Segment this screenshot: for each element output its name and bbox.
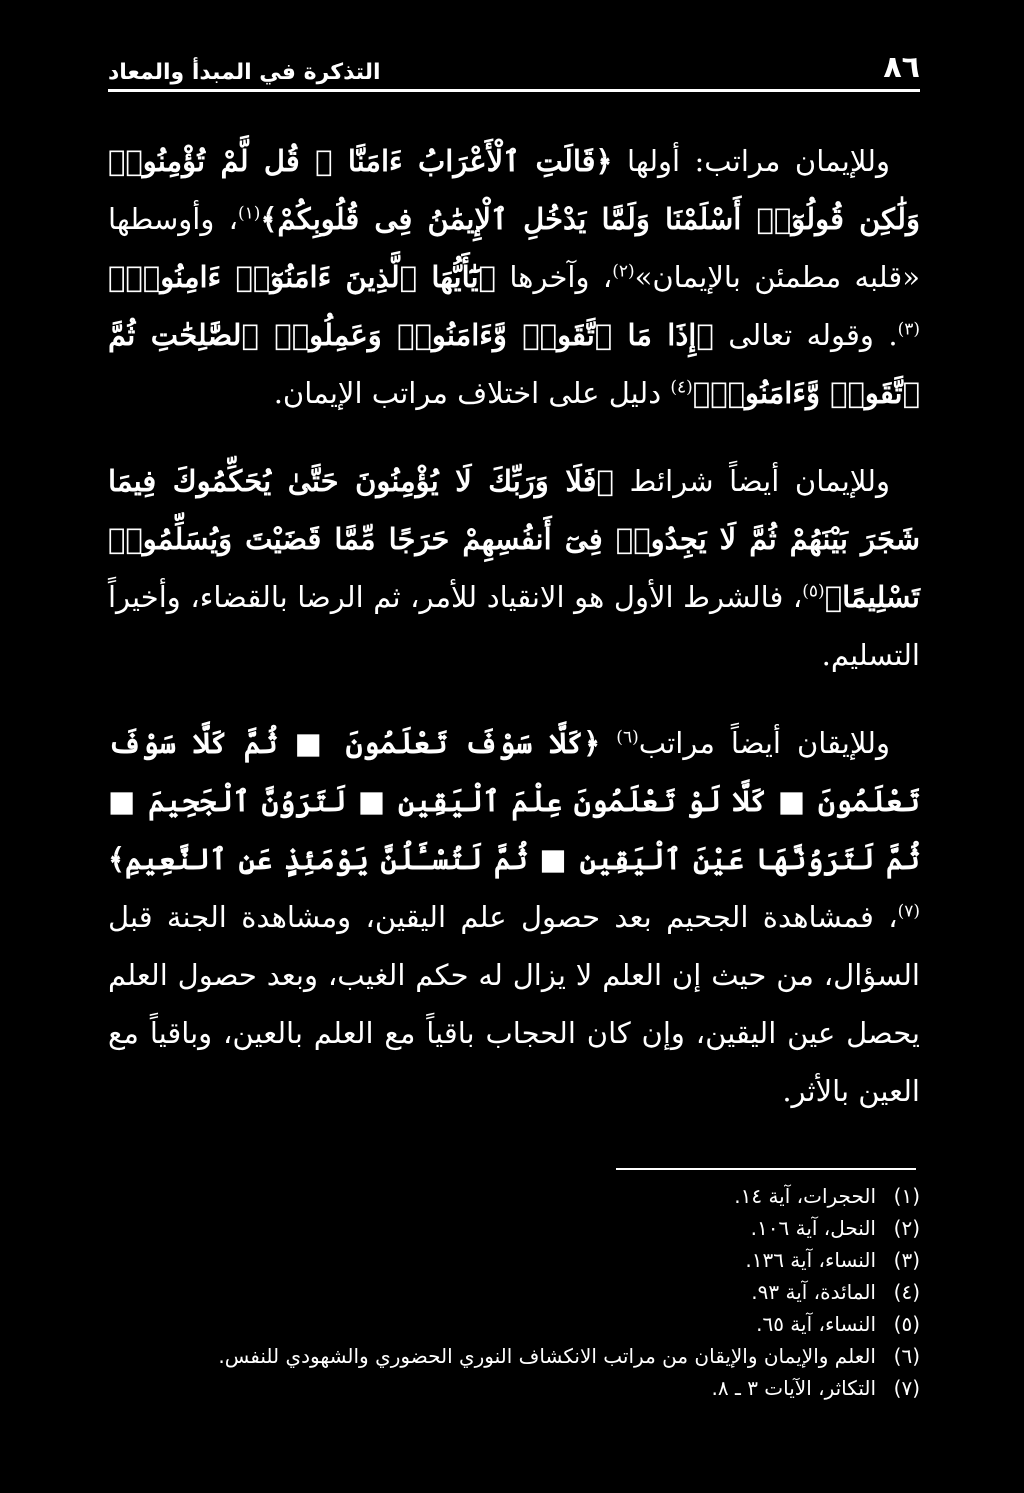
paragraph-faith-conditions [108, 452, 920, 684]
footnote-ref[interactable]: (٤) [670, 377, 693, 398]
footnotes-list [108, 1180, 920, 1404]
footnote-item [108, 1372, 920, 1404]
paragraph-text: . وقوله تعالى [728, 318, 898, 352]
footnote-number: (٢) [893, 1216, 920, 1240]
paragraph-lead: وللإيقان أيضاً مراتب [638, 726, 890, 760]
quran-verse: ﴿فَلَا وَرَبِّكَ لَا يُؤْمِنُونَ حَتَّىٰ يُحَكِّمُوكَ فِيمَا شَجَرَ بَيْنَهُمْ ثُمَّ لَا يَجِدُوا۟ فِىٓ أَنفُسِهِمْ حَرَجًا مِّمَّا قَضَيْتَ وَيُسَلِّمُوا۟ تَسْلِيمًا﴾ [108, 464, 920, 614]
paragraph-text: دليل على اختلاف مراتب الإيمان. [273, 376, 662, 410]
quran-verse: ﴿قَالَتِ ٱلْأَعْرَابُ ءَامَنَّا ۖ قُل لَّمْ تُؤْمِنُوا۟ وَلَٰكِن قُولُوٓا۟ أَسْلَمْنَا وَلَمَّا يَدْخُلِ ٱلْإِيمَٰنُ فِى قُلُوبِكُمْ﴾ [108, 144, 921, 236]
paragraph-text: ، فالشرط الأول هو الانقياد للأمر، ثم الرضا بالقضاء، وأخيراً التسليم. [108, 580, 920, 672]
footnote-text: الحجرات، آية ١٤. [734, 1184, 876, 1208]
footnote-text: المائدة، آية ٩٣. [751, 1280, 876, 1304]
running-title: التذكرة في المبدأ والمعاد [108, 60, 381, 85]
footnote-ref[interactable]: (٧) [897, 901, 920, 922]
page-header [108, 52, 920, 92]
footnote-ref[interactable]: (٥) [802, 581, 825, 602]
footnote-text: التكاثر، الآيات ٣ ـ ٨. [711, 1376, 876, 1400]
footnote-item [108, 1244, 920, 1276]
footnote-item [108, 1212, 920, 1244]
footnote-item [108, 1180, 920, 1212]
footnote-text: العلم والإيمان والإيقان من مراتب الانكشاف النوري الحضوري والشهودي للنفس. [218, 1344, 876, 1368]
paragraph-certainty-levels [108, 714, 920, 1120]
footnote-ref[interactable]: (١) [237, 203, 261, 224]
paragraph-lead: وللإيمان أيضاً شرائط [629, 464, 891, 498]
quran-verse: ﴿يَٰٓأَيُّهَا ٱلَّذِينَ ءَامَنُوٓا۟ ءَامِنُوا۟﴾ [108, 260, 496, 294]
main-text [108, 132, 920, 1120]
footnote-number: (٣) [893, 1248, 920, 1272]
footnote-divider [616, 1168, 916, 1170]
footnote-ref[interactable]: (٦) [616, 727, 639, 748]
footnote-ref[interactable]: (٣) [897, 319, 920, 340]
paragraph-text: ، وآخرها [509, 260, 613, 294]
paragraph-text: ، وأوسطها «قلبه مطمئن بالإيمان» [108, 202, 921, 294]
footnote-number: (٤) [893, 1280, 920, 1304]
footnote-ref[interactable]: (٢) [612, 261, 635, 282]
quran-verse: ﴿إِذَا مَا ٱتَّقَوا۟ وَّءَامَنُوا۟ وَعَمِلُوا۟ ٱلصَّٰلِحَٰتِ ثُمَّ ٱتَّقَوا۟ وَّءَامَنُوا۟﴾ [108, 318, 920, 410]
footnote-item [108, 1340, 920, 1372]
footnote-number: (٧) [893, 1376, 920, 1400]
footnote-number: (٦) [893, 1344, 920, 1368]
footnote-item [108, 1308, 920, 1340]
quran-verse: ﴿كَلَّا سَوْفَ تَعْلَمُونَ ■ ثُمَّ كَلَّا سَوْفَ تَعْلَمُونَ ■ كَلَّا لَوْ تَعْلَمُونَ عِلْمَ ٱلْيَقِينِ ■ لَتَرَوُنَّ ٱلْجَحِيمَ ■ ثُمَّ لَتَرَوُنَّهَا عَيْنَ ٱلْيَقِينِ ■ ثُمَّ لَتُسْـَٔلُنَّ يَوْمَئِذٍ عَنِ ٱلنَّعِيمِ﴾ [108, 726, 920, 876]
paragraph-faith-levels [108, 132, 920, 422]
footnote-text: النساء، آية ١٣٦. [745, 1248, 876, 1272]
footnote-item [108, 1276, 920, 1308]
footnote-text: النحل، آية ١٠٦. [750, 1216, 876, 1240]
page-number: ٨٦ [883, 50, 920, 85]
paragraph-text: ، فمشاهدة الجحيم بعد حصول علم اليقين، ومشاهدة الجنة قبل السؤال، من حيث إن العلم لا يزال له حكم الغيب، وبعد حصول العلم يحصل عين اليقين، وإن كان الحجاب باقياً مع العلم بالعين، وباقياً مع العين بالأثر. [108, 900, 920, 1108]
footnote-text: النساء، آية ٦٥. [756, 1312, 876, 1336]
footnote-number: (٥) [893, 1312, 920, 1336]
paragraph-lead: وللإيمان مراتب: أولها [626, 144, 891, 178]
footnote-number: (١) [893, 1184, 920, 1208]
